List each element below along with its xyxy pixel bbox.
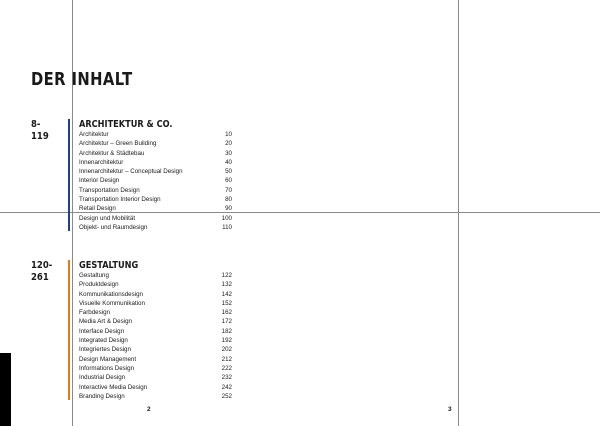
toc-entry[interactable] xyxy=(79,373,232,382)
toc-entry-label: Visuelle Kommunikation xyxy=(79,299,145,307)
toc-entry[interactable] xyxy=(79,223,232,232)
toc-entry-label: Architektur – Green Building xyxy=(79,140,157,148)
page-title: DER INHALT xyxy=(31,69,133,90)
toc-entry-label: Design und Mobilität xyxy=(79,214,136,222)
toc-entry-label: Design Management xyxy=(79,355,137,363)
toc-entry-label: Interior Design xyxy=(79,177,120,185)
toc-entry-label: Transportation Interior Design xyxy=(79,196,161,204)
toc-entry-label: Transportation Design xyxy=(79,186,140,194)
toc-entry-label: Produktdesign xyxy=(79,281,119,289)
vertical-guide-line xyxy=(72,0,73,426)
toc-entry-label: Interactive Media Design xyxy=(79,383,148,391)
toc-entry[interactable] xyxy=(79,336,232,345)
toc-entry[interactable] xyxy=(79,280,232,289)
toc-entry[interactable] xyxy=(79,158,232,167)
toc-entry-list xyxy=(79,271,232,401)
toc-entry-label: Retail Design xyxy=(79,205,116,213)
toc-entry[interactable] xyxy=(79,186,232,195)
toc-entry[interactable] xyxy=(79,176,232,185)
toc-entry[interactable] xyxy=(79,271,232,280)
toc-entry[interactable] xyxy=(79,392,232,401)
toc-entry-page: 142 xyxy=(221,290,232,298)
toc-entry-page: 192 xyxy=(221,337,232,345)
toc-entry-page: 70 xyxy=(225,186,232,194)
toc-entry[interactable] xyxy=(79,345,232,354)
toc-entry-label: Media Art & Design xyxy=(79,318,132,326)
section-heading: GESTALTUNG xyxy=(79,260,139,271)
toc-entry-page: 132 xyxy=(221,281,232,289)
toc-entry[interactable] xyxy=(79,364,232,373)
toc-entry-page: 242 xyxy=(221,383,232,391)
toc-entry-list xyxy=(79,130,232,232)
toc-entry-page: 222 xyxy=(221,364,232,372)
page-number-right: 3 xyxy=(448,406,452,413)
toc-entry-page: 40 xyxy=(225,158,232,166)
page-tab-marker xyxy=(0,353,11,426)
toc-entry-label: Architektur xyxy=(79,131,109,138)
toc-entry[interactable] xyxy=(79,204,232,213)
toc-entry-label: Branding Design xyxy=(79,392,125,400)
toc-entry-page: 182 xyxy=(221,327,232,335)
toc-entry-label: Integriertes Design xyxy=(79,346,131,354)
toc-entry-page: 212 xyxy=(221,355,232,363)
toc-entry-label: Innenarchitektur xyxy=(79,158,124,166)
toc-entry[interactable] xyxy=(79,214,232,223)
toc-entry-page: 172 xyxy=(221,318,232,326)
toc-entry-label: Interface Design xyxy=(79,327,125,335)
page-number-left: 2 xyxy=(147,406,151,413)
toc-entry[interactable] xyxy=(79,327,232,336)
toc-entry-label: Architektur & Städtebau xyxy=(79,149,145,157)
section-accent-bar xyxy=(68,119,70,231)
toc-entry-label: Farbdesign xyxy=(79,309,110,317)
toc-entry[interactable] xyxy=(79,139,232,148)
section-page-range: 120-261 xyxy=(31,260,53,283)
toc-entry-label: Integrated Design xyxy=(79,337,128,345)
toc-entry-page: 122 xyxy=(221,272,232,279)
section-page-range: 8-119 xyxy=(31,119,49,142)
toc-entry-page: 232 xyxy=(221,374,232,382)
toc-entry[interactable] xyxy=(79,308,232,317)
toc-entry-page: 202 xyxy=(221,346,232,354)
toc-entry-label: Innenarchitektur – Conceptual Design xyxy=(79,168,183,176)
toc-entry-page: 252 xyxy=(221,392,232,400)
toc-entry[interactable] xyxy=(79,317,232,326)
toc-entry[interactable] xyxy=(79,149,232,158)
toc-entry-label: Gestaltung xyxy=(79,272,109,279)
toc-entry-label: Industrial Design xyxy=(79,374,126,382)
toc-entry-page: 30 xyxy=(225,149,232,157)
toc-entry-page: 162 xyxy=(221,309,232,317)
toc-entry-page: 80 xyxy=(225,196,232,204)
toc-entry-page: 20 xyxy=(225,140,232,148)
toc-entry[interactable] xyxy=(79,130,232,139)
toc-entry-label: Objekt- und Raumdesign xyxy=(79,223,148,231)
toc-entry-page: 60 xyxy=(225,177,232,185)
toc-entry[interactable] xyxy=(79,355,232,364)
toc-entry[interactable] xyxy=(79,299,232,308)
toc-entry-label: Kommunikationsdesign xyxy=(79,290,143,298)
toc-entry-page: 10 xyxy=(225,131,232,138)
section-accent-bar xyxy=(68,260,70,400)
toc-entry-page: 110 xyxy=(222,223,232,231)
toc-entry[interactable] xyxy=(79,167,232,176)
toc-entry-page: 100 xyxy=(221,214,232,222)
toc-entry[interactable] xyxy=(79,290,232,299)
toc-entry-page: 90 xyxy=(225,205,232,213)
toc-entry-label: Informations Design xyxy=(79,364,135,372)
toc-entry[interactable] xyxy=(79,383,232,392)
vertical-guide-line xyxy=(458,0,459,426)
toc-entry-page: 50 xyxy=(225,168,232,176)
section-heading: ARCHITEKTUR & CO. xyxy=(79,119,173,130)
toc-entry[interactable] xyxy=(79,195,232,204)
toc-entry-page: 152 xyxy=(221,299,232,307)
